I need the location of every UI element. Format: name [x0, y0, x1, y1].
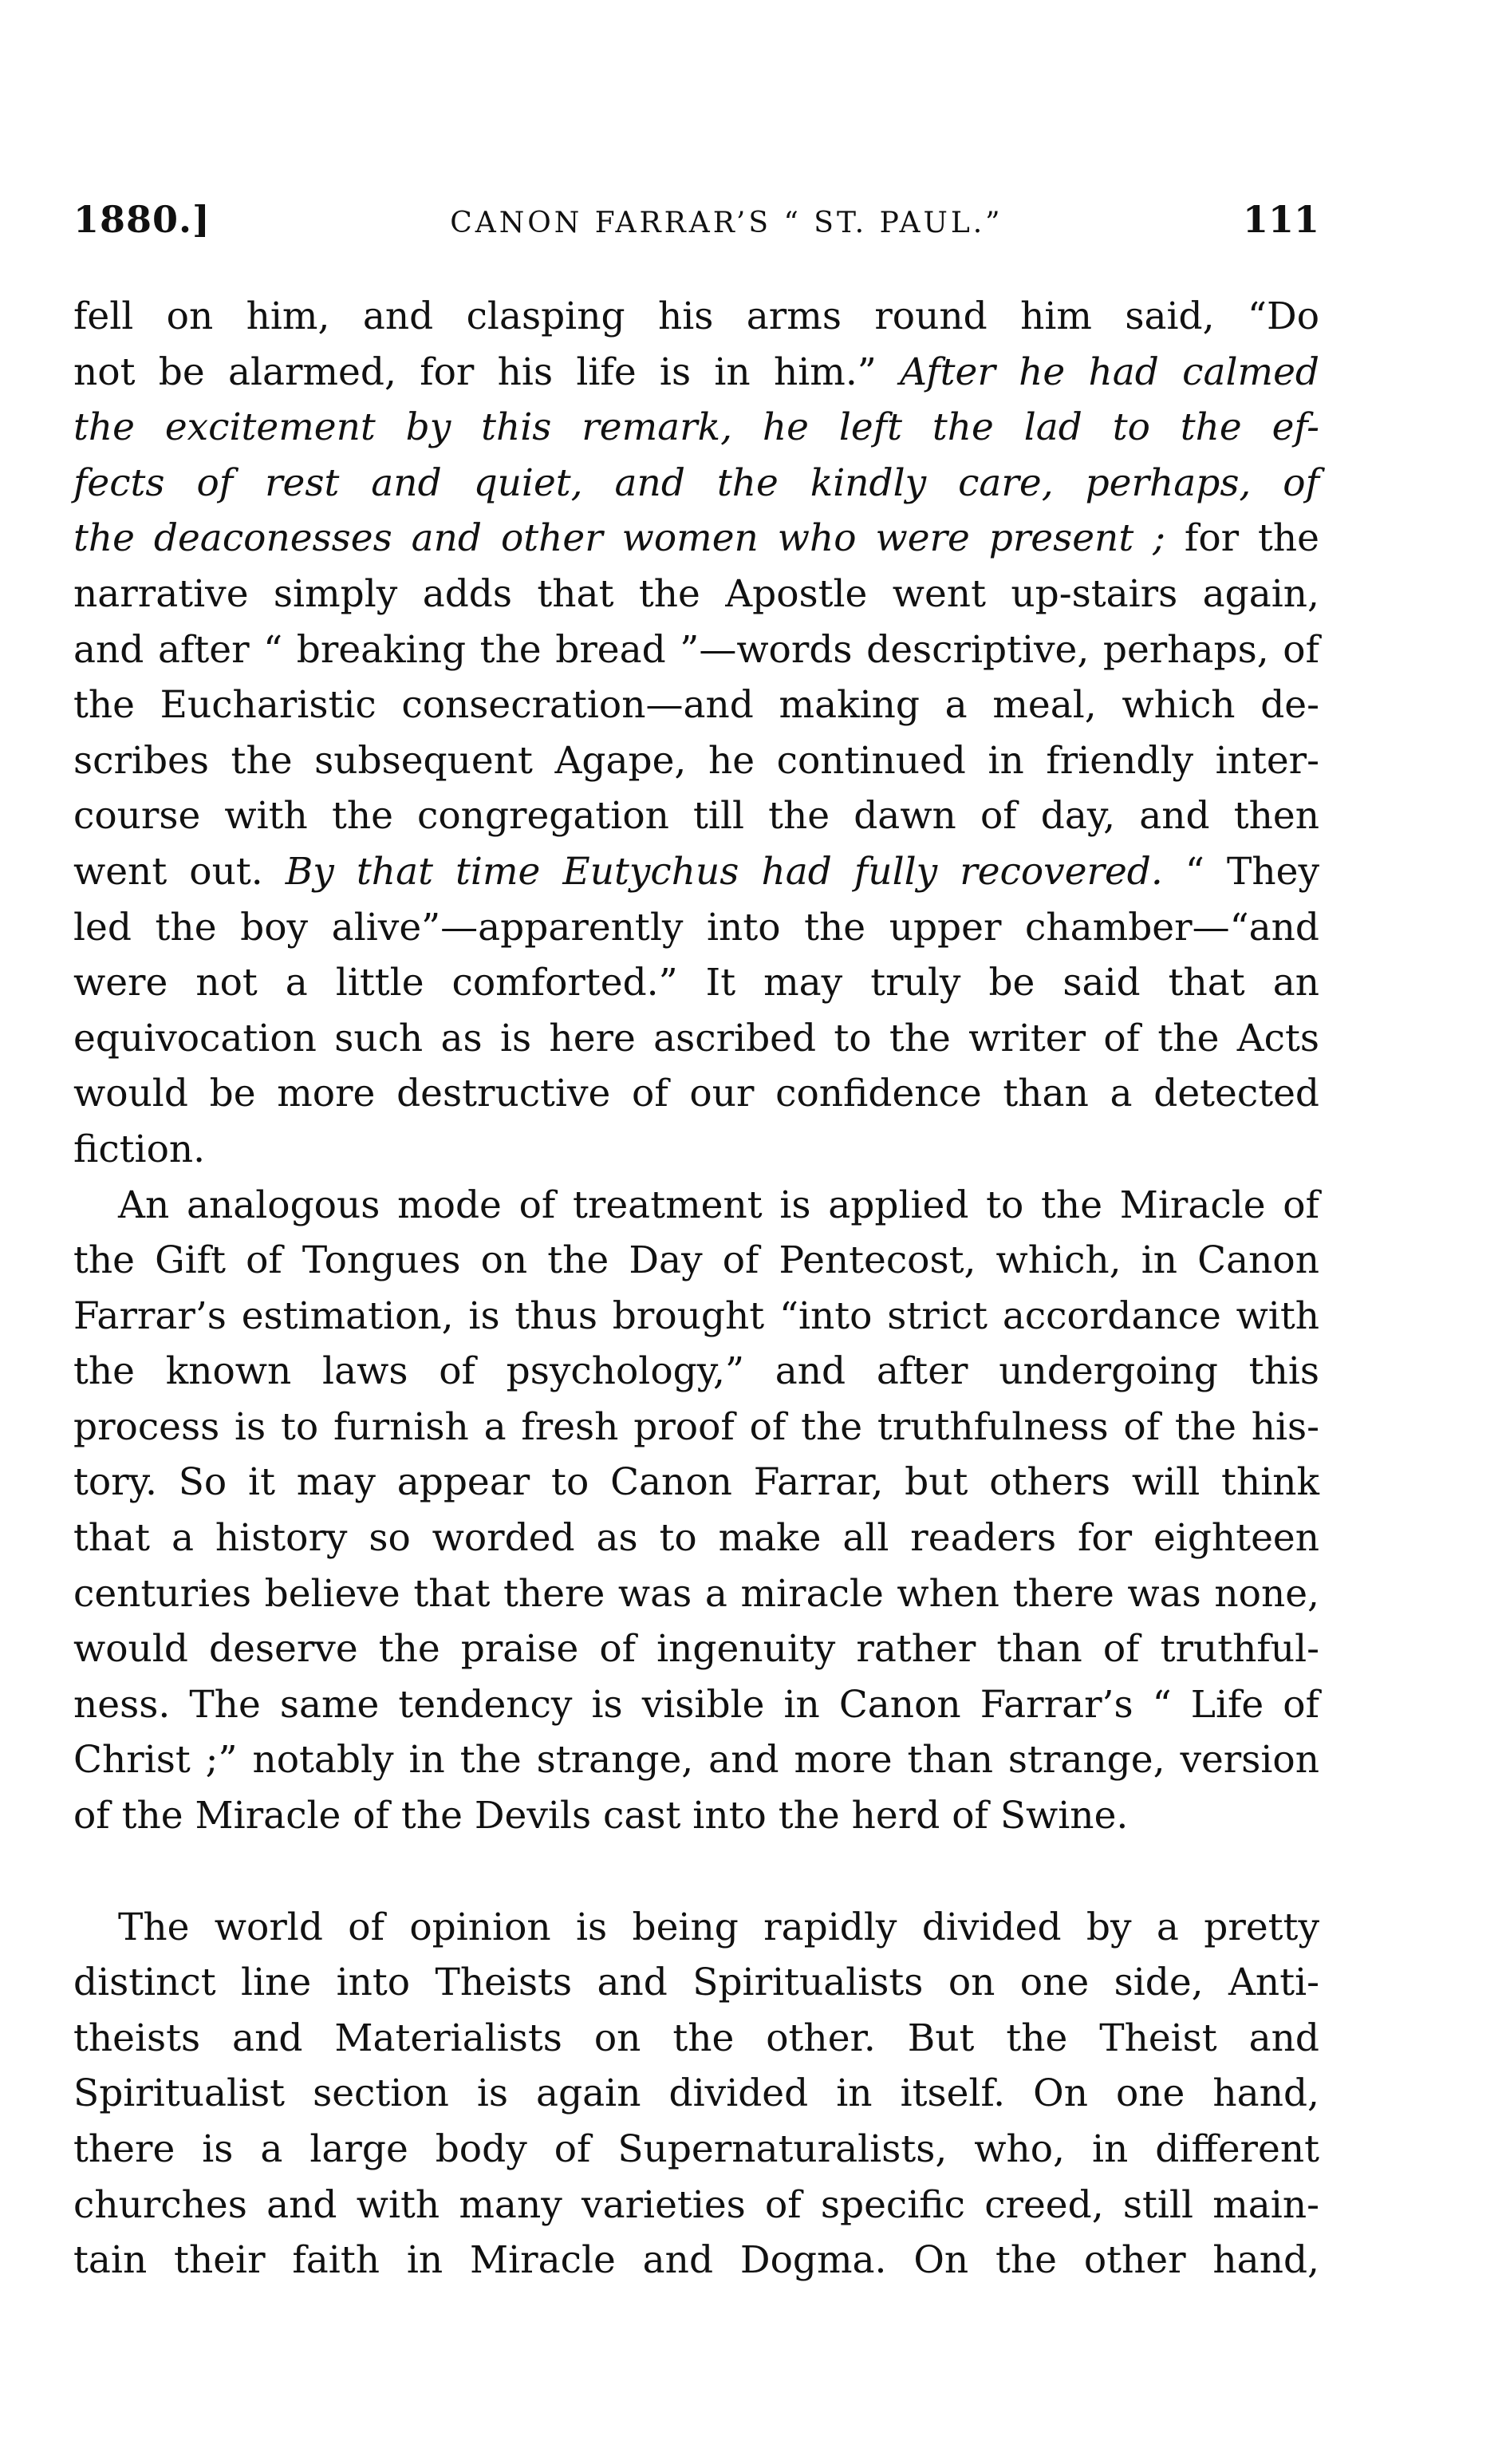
text-line: The world of opinion is being rapidly divided by a pretty: [118, 1905, 1319, 1949]
running-head: [73, 198, 1319, 254]
text-line: tain their faith in Miracle and Dogma. On the other hand,: [73, 2238, 1319, 2283]
text-line: tory. So it may appear to Canon Farrar, but others will think: [73, 1460, 1319, 1505]
page-number: 111: [1242, 198, 1319, 241]
text-line: of the Miracle of the Devils cast into the herd of Swine.: [73, 1794, 1129, 1838]
text-line: led the boy alive”—apparently into the upper chamber—“and: [73, 905, 1319, 950]
text-line: theists and Materialists on the other. But the Theist and: [73, 2016, 1319, 2060]
paragraph-2: [73, 1178, 1319, 1844]
paragraph-1: [73, 289, 1319, 1178]
section-break: [73, 1844, 1319, 1900]
text-line: course with the congregation till the dawn of day, and then: [73, 794, 1319, 839]
text-line: narrative simply adds that the Apostle went up-stairs again,: [73, 571, 1319, 616]
running-head-year: 1880.]: [73, 198, 211, 241]
paragraph-3: [73, 1900, 1319, 2288]
text-line: would deserve the praise of ingenuity rather than of truthful-: [73, 1627, 1319, 1672]
running-head-title: CANON FARRAR’S “ ST. PAUL.”: [450, 207, 1003, 239]
text-line: centuries believe that there was a miracle when there was none,: [73, 1571, 1319, 1616]
text-line: there is a large body of Supernaturalists, who, in different: [73, 2127, 1319, 2171]
text-line: churches and with many varieties of specific creed, still main-: [73, 2182, 1319, 2227]
text-line: went out. By that time Eutychus had fully recovered. “ They: [73, 849, 1319, 894]
text-line: ness. The same tendency is visible in Canon Farrar’s “ Life of: [73, 1682, 1319, 1727]
text-line: that a history so worded as to make all readers for eighteen: [73, 1516, 1319, 1561]
text-line: would be more destructive of our confidence than a detected: [73, 1072, 1319, 1116]
text-line: fects of rest and quiet, and the kindly care, perhaps, of: [73, 460, 1319, 505]
text-line: equivocation such as is here ascribed to the writer of the Acts: [73, 1016, 1319, 1060]
text-line: distinct line into Theists and Spiritualists on one side, Anti-: [73, 1961, 1319, 2005]
text-line: the Eucharistic consecration—and making a meal, which de-: [73, 683, 1319, 728]
text-line: fiction.: [73, 1127, 206, 1171]
text-line: An analogous mode of treatment is applied to the Miracle of: [118, 1183, 1319, 1227]
text-line: scribes the subsequent Agape, he continued in friendly inter-: [73, 738, 1319, 783]
text-line: Spiritualist section is again divided in itself. On one hand,: [73, 2071, 1319, 2116]
body-text: [73, 289, 1319, 2288]
text-line: Farrar’s estimation, is thus brought “into strict accordance with: [73, 1293, 1319, 1338]
text-line: the excitement by this remark, he left the lad to the ef-: [73, 405, 1319, 450]
text-line: fell on him, and clasping his arms round him said, “Do: [73, 294, 1319, 338]
text-line: process is to furnish a fresh proof of the truthfulness of the his-: [73, 1404, 1319, 1449]
text-line: the deaconesses and other women who were present ; for the: [73, 516, 1319, 561]
text-line: and after “ breaking the bread ”—words descriptive, perhaps, of: [73, 627, 1319, 672]
text-line: the Gift of Tongues on the Day of Pentecost, which, in Canon: [73, 1238, 1319, 1283]
text-line: the known laws of psychology,” and after undergoing this: [73, 1349, 1319, 1394]
text-line: not be alarmed, for his life is in him.” After he had calmed: [73, 349, 1319, 394]
text-line: Christ ;” notably in the strange, and more than strange, version: [73, 1738, 1319, 1783]
text-line: were not a little comforted.” It may truly be said that an: [73, 961, 1319, 1005]
